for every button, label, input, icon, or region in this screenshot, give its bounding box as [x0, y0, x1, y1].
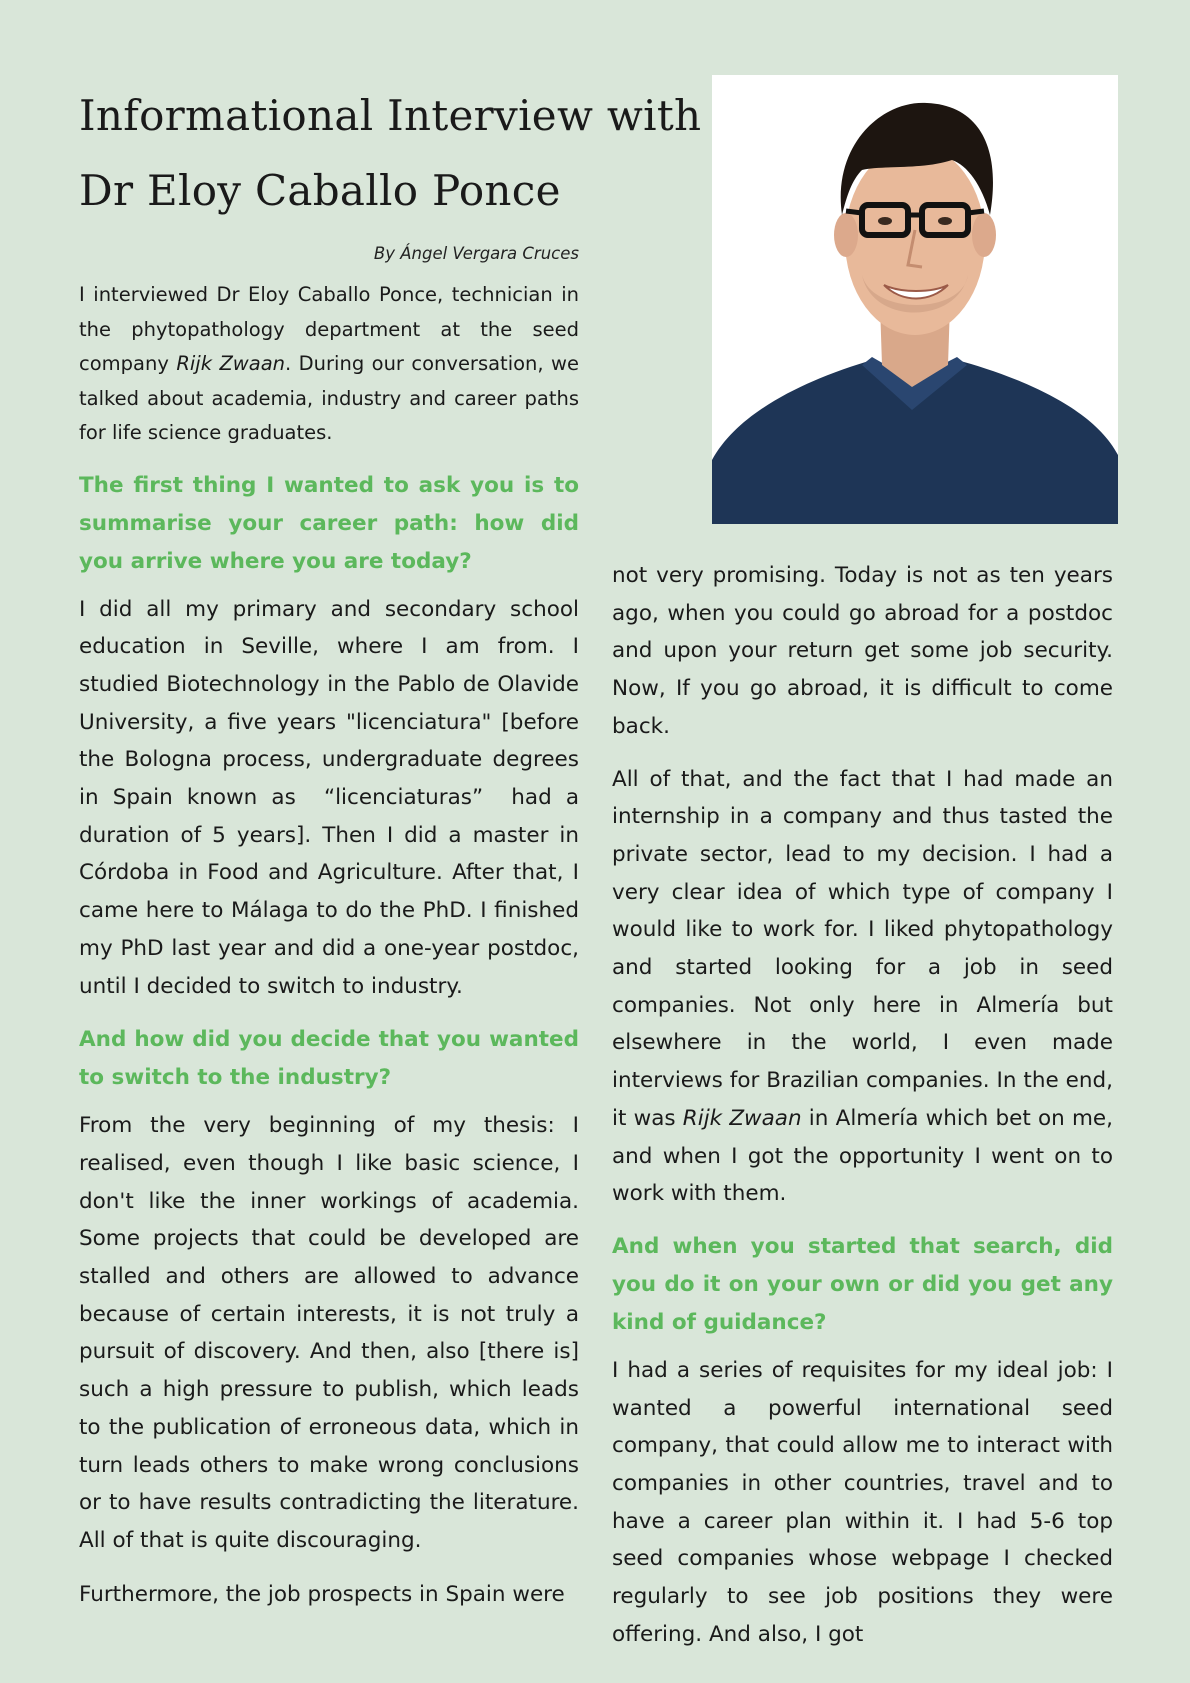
answer-3 — [612, 761, 1113, 1213]
answer-2b-continued: not very promising. Today is not as ten years ago, when you could go abroad for a postdoc and upon your return get some job security. Now, If you go abroad, it is difficult to come back. — [612, 563, 1113, 739]
answer-1: I did all my primary and secondary school education in Seville, where I am from. I studied Biotechnology in the Pablo de Olavide University, a five years "licenciatura" [before the Bologna process, undergraduate degrees in Spain known as “licenciaturas” had a duration of 5 years]. Then I did a master in Córdoba in Food and Agriculture. After that, I came here to Málaga to do the PhD. I finished my PhD last year and did a one-year postdoc, until I decided to switch to industry. — [79, 596, 579, 999]
answer-3-text-2: in Almería which bet on me, and when I got the opportunity I went on to work with them. — [612, 1105, 1113, 1207]
right-column — [612, 557, 1113, 1669]
answer-2b-start: Furthermore, the job prospects in Spain were — [79, 1581, 565, 1607]
company-name-2: Rijk Zwaan — [682, 1105, 802, 1131]
left-column — [79, 278, 579, 1629]
title-line-1: Informational Interview with — [79, 91, 702, 140]
title-line-2: Dr Eloy Caballo Ponce — [79, 166, 561, 215]
answer-3-text-1: All of that, and the fact that I had made an internship in a company and thus tasted the private sector, lead to my decision. I had a very clear idea of which type of company I would like to work for. I liked phytopathology and started looking for a job in seed companies. Not only here in Almería but elsewhere in the world, I even made interviews for Brazilian companies. In the end, it was — [612, 766, 1113, 1131]
question-3: And when you started that search, did you do it on your own or did you get any kind of guidance? — [612, 1233, 1113, 1335]
answer-4: I had a series of requisites for my ideal job: I wanted a powerful international seed company, that could allow me to interact with companies in other countries, travel and to have a career plan within it. I had 5-6 top seed companies whose webpage I checked regularly to see job positions they were offering. And also, I got — [612, 1357, 1113, 1647]
byline: By Ángel Vergara Cruces — [373, 244, 579, 263]
portrait-photo — [712, 75, 1118, 524]
question-2: And how did you decide that you wanted to switch to the industry? — [79, 1027, 579, 1091]
article-title — [79, 78, 719, 228]
answer-2: From the very beginning of my thesis: I realised, even though I like basic science, I don't like the inner workings of academia. Some projects that could be developed are stalled and others are allowed to advance because of certain interests, it is not truly a pursuit of discovery. And then, also [there is] such a high pressure to publish, which leads to the publication of erroneous data, which in turn leads others to make wrong conclusions or to have results contradicting the literature. All of that is quite discouraging. — [79, 1113, 579, 1553]
question-1: The first thing I wanted to ask you is to summarise your career path: how did you arrive where you are today? — [79, 472, 579, 574]
intro-text-1: I interviewed Dr Eloy Caballo Ponce, technician in the phytopathology department at the seed company — [79, 283, 579, 375]
portrait-illustration — [712, 75, 1118, 524]
company-name: Rijk Zwaan — [176, 352, 286, 375]
intro-text-2: . During our conversation, we talked about academia, industry and career paths for life science graduates. — [79, 352, 579, 444]
intro-paragraph — [79, 278, 579, 451]
